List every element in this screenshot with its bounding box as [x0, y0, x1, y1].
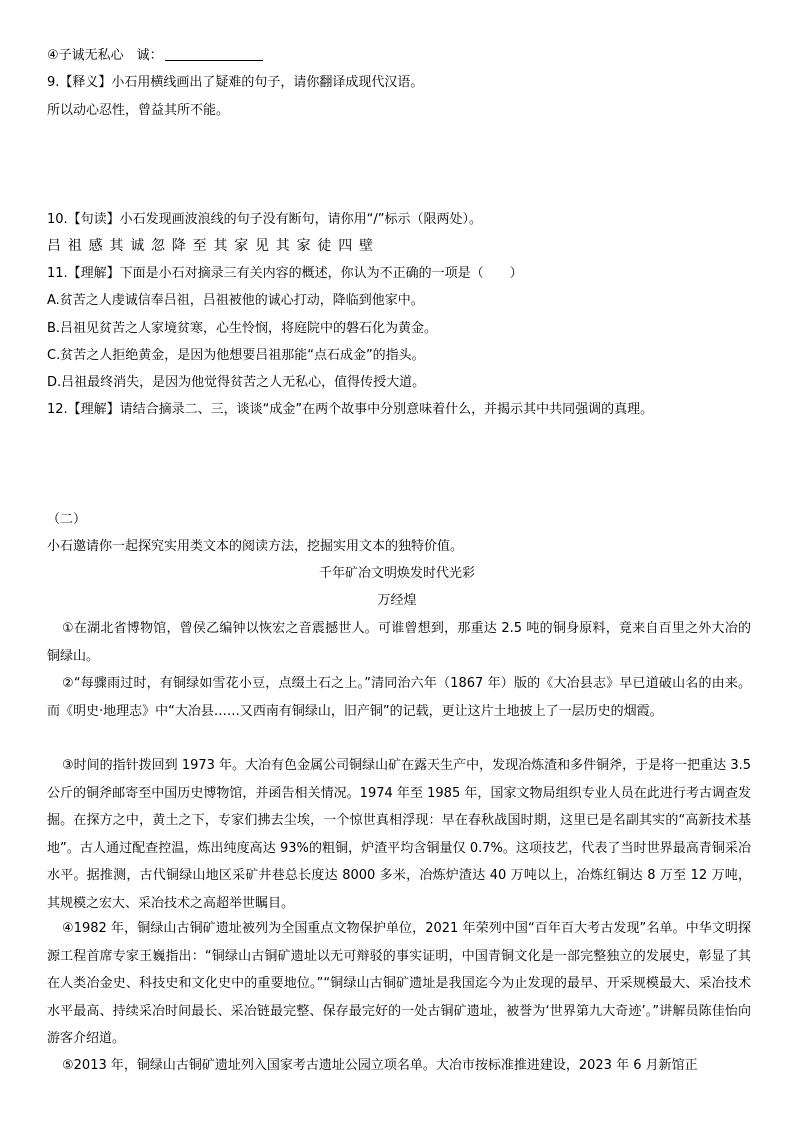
question-12: 12.【理解】请结合摘录二、三，谈谈“成金”在两个故事中分别意味着什么，并揭示其中共同强调的真理。 — [47, 402, 654, 417]
question-9: 9.【释义】小石用横线画出了疑难的句子，请你翻译成现代汉语。 — [47, 75, 424, 90]
section-heading: （二） — [47, 512, 87, 527]
article-author: 万经煌 — [377, 593, 417, 608]
question-8-item-4-text: ④子诚无私心 诚： — [47, 48, 163, 63]
question-11: 11.【理解】下面是小石对摘录三有关内容的概述，你认为不正确的一项是（ ） — [47, 266, 523, 281]
question-8-item-4 — [47, 47, 263, 65]
question-9-sentence: 所以动心忍性，曾益其所不能。 — [47, 103, 230, 118]
question-11-option-b: B.吕祖见贫苦之人家境贫寒，心生怜悯，将庭院中的磐石化为黄金。 — [47, 321, 438, 336]
article-title: 千年矿冶文明焕发时代光彩 — [318, 566, 475, 581]
article-paragraph-4: ④1982 年，铜绿山古铜矿遗址被列为全国重点文物保护单位，2021 年荣列中国“百年百大考古发现”名单。中华文明探源工程首席专家王巍指出：“铜绿山古铜矿遗址以无可辩驳的事实证明，中国青铜文化是一部完整独立的发展史，彰显了其在人类冶金史、科技史和文化史中的重要地位。”“铜绿山古铜矿遗址是我国迄今为止发现的最早、开采规模最大、采冶技术水平最高、持续采冶时间最长、采冶链最完整、保存最完好的一处古铜矿遗址，被誉为‘世界第九大奇迹’。”讲解员陈佳怡向游客介绍道。 — [47, 921, 751, 1046]
question-11-option-a: A.贫苦之人虔诚信奉吕祖，吕祖被他的诚心打动，降临到他家中。 — [47, 293, 424, 308]
question-10-sentence: 吕祖感其诚忽降至其家见其家徒四壁 — [47, 238, 380, 254]
question-11-option-d: D.吕祖最终消失，是因为他觉得贫苦之人无私心，值得传授大道。 — [47, 375, 426, 390]
article-paragraph-3: ③时间的指针拨回到 1973 年。大冶有色金属公司铜绿山矿在露天生产中，发现冶炼渣和多件铜斧，于是将一把重达 3.5 公斤的铜斧邮寄至中国历史博物馆，并函告相关情况。1974 年至 1985 年，国家文物局组织专业人员在此进行考古调查发掘。在探方之中，黄土之下，专家们拂去尘埃，一个惊世真相浮现：早在春秋战国时期，这里已是名副其实的“高新技术基地”。古人通过配查控温，炼出纯度高达 93%的粗铜，炉渣平均含铜量仅 0.7%。这项技艺，代表了当时世界最高青铜采冶水平。据推测，古代铜绿山地区采矿井巷总长度达 8000 多米，冶炼炉渣达 40 万吨以上，冶炼红铜达 8 万至 12 万吨，其规模之宏大、采冶技术之高超举世瞩目。 — [47, 758, 751, 911]
article-paragraph-5: ⑤2013 年，铜绿山古铜矿遗址列入国家考古遗址公园立项名单。大冶市按标准推进建设，2023 年 6 月新馆正 — [62, 1058, 698, 1073]
article-paragraph-1: ①在湖北省博物馆，曾侯乙编钟以恢宏之音震撼世人。可谁曾想到，那重达 2.5 吨的铜身原料，竟来自百里之外大冶的铜绿山。 — [47, 621, 751, 664]
article-paragraph-2: ②“每骤雨过时，有铜绿如雪花小豆，点缀土石之上。”清同治六年（1867 年）版的《大冶县志》早已道破山名的由来。而《明史·地理志》中“大冶县……又西南有铜绿山，旧产铜”的记载，更让这片土地披上了一层历史的烟霞。 — [47, 676, 751, 719]
question-10: 10.【句读】小石发现画波浪线的句子没有断句，请你用“/”标示（限两处）。 — [47, 212, 483, 227]
question-11-option-c: C.贫苦之人拒绝黄金，是因为他想要吕祖那能“点石成金”的指头。 — [47, 348, 425, 363]
answer-blank[interactable] — [165, 47, 263, 61]
section-intro: 小石邀请你一起探究实用类文本的阅读方法，挖掘实用文本的独特价值。 — [47, 539, 464, 554]
